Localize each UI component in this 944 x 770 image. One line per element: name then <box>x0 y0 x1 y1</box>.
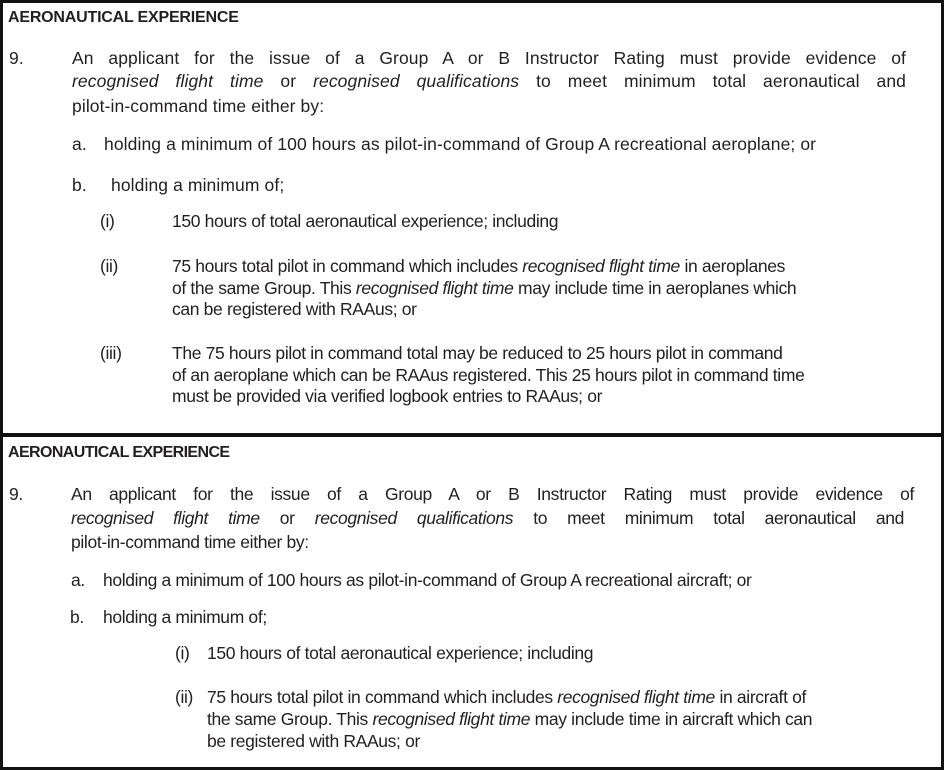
paragraph-number: 9. <box>9 48 24 68</box>
subitem-ii-line-3: be registered with RAAus; or <box>207 731 420 751</box>
subitem-iii-line-3: must be provided via verified logbook entries to RAAus; or <box>172 386 603 406</box>
subitem-ii-line-3: can be registered with RAAus; or <box>172 299 417 319</box>
item-b-label: b. <box>72 175 87 195</box>
section-heading: AERONAUTICAL EXPERIENCE <box>8 9 239 26</box>
subitem-iii-line-1: The 75 hours pilot in command total may be reduced to 25 hours pilot in command <box>172 343 783 363</box>
intro-line-2: recognised flight time or recognised qualifications to meet minimum total aeronautical and <box>72 71 907 91</box>
subitem-ii-line-1: 75 hours total pilot in command which includes recognised flight time in aeroplanes <box>172 256 785 276</box>
intro-line-2: recognised flight time or recognised qualifications to meet minimum total aeronautical and <box>71 508 904 528</box>
subitem-ii-line-2: of the same Group. This recognised flight time may include time in aeroplanes which <box>172 278 797 298</box>
subitem-ii-label: (ii) <box>175 687 194 707</box>
subitem-ii-line-1: 75 hours total pilot in command which includes recognised flight time in aircraft of <box>207 687 806 707</box>
intro-line-3: pilot-in-command time either by: <box>72 96 325 116</box>
item-a-text: holding a minimum of 100 hours as pilot-in-command of Group A recreational aircraft; or <box>103 570 752 590</box>
subitem-iii-label: (iii) <box>100 343 122 363</box>
subitem-iii-line-2: of an aeroplane which can be RAAus registered. This 25 hours pilot in command time <box>172 365 805 385</box>
subitem-i-label: (i) <box>100 211 115 231</box>
subitem-i-label: (i) <box>175 643 190 663</box>
item-a-label: a. <box>71 570 85 590</box>
intro-line-1: An applicant for the issue of a Group A or B Instructor Rating must provide evidence of <box>72 48 906 68</box>
item-a-text: holding a minimum of 100 hours as pilot-in-command of Group A recreational aeroplane; or <box>104 134 817 154</box>
subitem-ii-line-2: the same Group. This recognised flight time may include time in aircraft which can <box>207 709 813 729</box>
paragraph-number: 9. <box>9 484 23 504</box>
item-b-text: holding a minimum of; <box>103 607 267 627</box>
subitem-i-text: 150 hours of total aeronautical experience; including <box>172 211 559 231</box>
section-heading: AERONAUTICAL EXPERIENCE <box>8 444 230 461</box>
section-box-amended <box>0 433 944 770</box>
subitem-i-text: 150 hours of total aeronautical experience; including <box>207 643 594 663</box>
intro-line-3: pilot-in-command time either by: <box>71 532 309 552</box>
intro-line-1: An applicant for the issue of a Group A or B Instructor Rating must provide evidence of <box>71 484 914 504</box>
item-b-text: holding a minimum of; <box>111 175 285 195</box>
subitem-ii-label: (ii) <box>100 256 119 276</box>
item-a-label: a. <box>72 134 87 154</box>
item-b-label: b. <box>70 607 84 627</box>
